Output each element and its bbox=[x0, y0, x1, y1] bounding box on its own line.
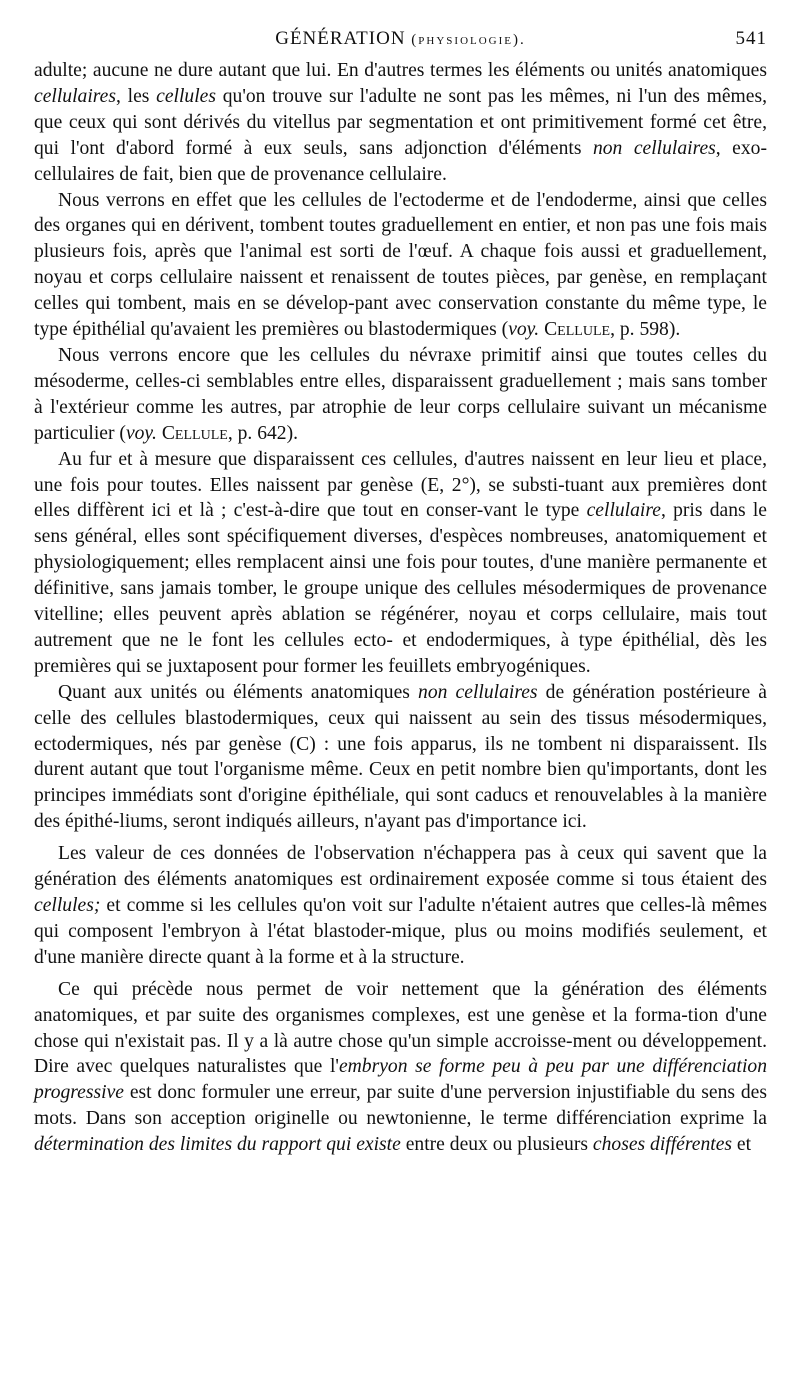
paragraph bbox=[34, 58, 767, 188]
text-run: de génération postérieure à celle des cellules blastodermiques, ceux qui naissent au sein des tissus mésodermiques, ectodermiques, nés par genèse (C) : une fois apparus, ils ne tombent ni disparaissent. Ils durent autant que tout l'organisme même. Ceux en petit nombre bien qu'importants, dont les principes immédiats sont d'origine épithéliale, qui sont caducs et renouvelables à la manière des épithé-liums, seront indiqués ailleurs, n'ayant pas d'importance ici. bbox=[34, 681, 767, 833]
text-run: Quant aux unités ou éléments anatomiques bbox=[58, 681, 419, 703]
italic-text: non cellulaires bbox=[418, 681, 538, 703]
running-head bbox=[34, 28, 767, 58]
text-run: , exo-cellulaires de fait, bien que de provenance cellulaire. bbox=[34, 137, 767, 185]
paragraph bbox=[34, 841, 767, 971]
text-run: Nous verrons encore que les cellules du névraxe primitif ainsi que toutes celles du mésoderme, celles-ci semblables entre elles, disparaissent graduellement ; mais sans tomber à l'extérieur comme les autres, par atrophie de leur corps cellulaire suivant un mécanisme particulier ( bbox=[34, 344, 767, 444]
text-run: et bbox=[732, 1134, 752, 1156]
italic-text: détermination des limites du rapport qui existe bbox=[34, 1134, 401, 1156]
text-run: Les valeur de ces données de l'observation n'échappera pas à ceux qui savent que la génération des éléments anatomiques est ordinairement exposée comme si tous étaient des bbox=[34, 843, 767, 891]
text-run: , pris dans le sens général, elles sont spécifiquement diverses, d'espèces nombreuses, anatomiquement et physiologiquement; elles remplacent ainsi une fois pour toutes, d'une manière permanente et définitive, sans jamais tomber, le groupe unique des cellules mésodermiques de provenance vitelline; elles peuvent après ablation se régénérer, noyau et corps cellulaire, mais tout autrement que ne le font les cellules ecto- et endodermiques, à type épithélial, dès les premières qui se juxtaposent pour former les feuillets embryogéniques. bbox=[34, 500, 767, 677]
small-caps-text: Cellule bbox=[161, 422, 228, 444]
running-title bbox=[34, 28, 767, 50]
text-run: et comme si les cellules qu'on voit sur l'adulte n'étaient autres que celles-là mêmes qui composent l'embryon à l'état blastoder-mique, plus ou moins modifiés seulement, et d'une manière directe quant à la forme et à la structure. bbox=[34, 895, 767, 968]
running-title-main: GÉNÉRATION bbox=[275, 28, 406, 49]
text-run: , les bbox=[115, 85, 157, 107]
italic-text: cellules bbox=[156, 85, 216, 107]
text-run: Ce qui précède nous permet de voir nettement que la génération des éléments anatomiques, et par suite des organismes complexes, est une genèse et la forma-tion d'une chose qui n'existait pas. Il y a là autre chose qu'un simple accroisse-ment ou développement. Dire avec quelques naturalistes que l' bbox=[34, 978, 767, 1078]
text-run: adulte; aucune ne dure autant que lui. En d'autres termes les éléments ou unités anatomiques bbox=[34, 60, 767, 81]
text-run: Au fur et à mesure que disparaissent ces cellules, d'autres naissent en leur lieu et place, une fois pour toutes. Elles naissent par genèse (E, 2°), se substi-tuant aux premières dont elles diffèrent ici et là ; c'est-à-dire que tout en conser-vant le type bbox=[34, 448, 767, 522]
text-run: est donc formuler une erreur, par suite d'une perversion injustifiable du sens des mots. Dans son acception originelle ou newtonienne, le terme différenciation exprime la bbox=[34, 1082, 767, 1130]
italic-text: cellules; bbox=[34, 895, 101, 916]
italic-text: non cellulaires bbox=[592, 137, 716, 159]
text-run: entre deux ou plusieurs bbox=[400, 1134, 593, 1156]
page-number: 541 bbox=[735, 28, 767, 49]
page bbox=[34, 28, 767, 1158]
italic-text: embryon se forme peu à peu par une différenciation progressive bbox=[34, 1056, 767, 1104]
text-run: , p. 642). bbox=[227, 422, 299, 444]
paragraph bbox=[34, 977, 767, 1158]
text-run: , p. 598). bbox=[610, 319, 681, 341]
running-title-subtitle: (physiologie). bbox=[411, 32, 526, 48]
small-caps-text: Cellule bbox=[544, 319, 611, 341]
italic-text: choses différentes bbox=[592, 1134, 733, 1156]
italic-text: voy. bbox=[125, 422, 157, 444]
italic-text: cellulaire bbox=[586, 500, 661, 522]
body-text bbox=[34, 58, 767, 1158]
paragraph bbox=[34, 188, 767, 343]
italic-text: cellulaires bbox=[34, 85, 116, 107]
text-run: qu'on trouve sur l'adulte ne sont pas les mêmes, ni l'un des mêmes, que ceux qui sont dérivés du vitellus par segmentation et ont primitivement formé cet être, qui l'ont d'abord formé à eux seuls, sans adjonction d'éléments bbox=[34, 85, 767, 159]
paragraph bbox=[34, 447, 767, 680]
paragraph bbox=[34, 680, 767, 835]
text-run: Nous verrons en effet que les cellules de l'ectoderme et de l'endoderme, ainsi que celles des organes qui en dérivent, tombent toutes graduellement en entier, et non pas une fois mais plusieurs fois, après que l'animal est sorti de l'œuf. A chaque fois aussi et graduellement, noyau et corps cellulaire naissent et renaissent de toutes pièces, par genèse, en remplaçant celles qui tombent, mais en se dévelop-pant avec conservation constante du même type, le type épithélial qu'avaient les premières ou blastodermiques ( bbox=[34, 189, 767, 341]
italic-text: voy. bbox=[508, 319, 540, 341]
paragraph bbox=[34, 343, 767, 447]
